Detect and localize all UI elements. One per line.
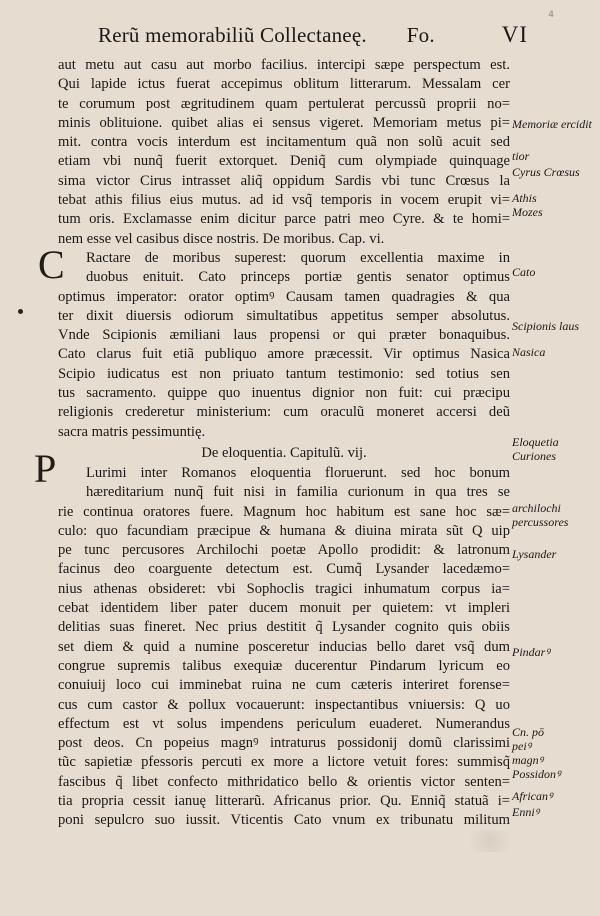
text-line: culo: quo facundiam præcipue & humana & diuina mirata sũt Q uip xyxy=(58,522,510,539)
text-line: ter dixit diuersis odiorum simultatibus appetitus semper absolutus. xyxy=(58,307,510,324)
text-line: conuiuij loco cui imminebat ruina ne cum cæteris interiret forense= xyxy=(58,677,510,694)
margin-note-nasica: Nasica xyxy=(512,345,546,359)
text-line: sacra matris pessimuntię. xyxy=(58,423,206,440)
drop-cap-p: P xyxy=(34,446,57,491)
margin-note-athis: Athis xyxy=(512,191,537,205)
text-line: aut metu aut casu aut morbo facilius. intercipi sæpe perspectum est. xyxy=(58,57,510,73)
margin-note-cato: Cato xyxy=(512,265,536,279)
body-text xyxy=(58,56,510,831)
text-line: cebat identidem liber pater ducem monuit per quietem: vt impleri xyxy=(58,600,510,617)
text-line: poni sepulcro suo iussit. Vticentis Cato vnum ex tribunatu militum xyxy=(58,812,510,829)
margin-note-memoria: Memoriæ ercidit xyxy=(512,117,592,131)
margin-note-curiones: Curiones xyxy=(512,449,557,463)
text-line: mit. contra vocis interdum est incitamentum quã non solũ acuit sed xyxy=(58,134,510,151)
section-heading-moribus: nem esse vel casibus disce nostris. De moribus. Cap. vi. xyxy=(58,230,385,247)
running-header xyxy=(98,22,528,54)
text-line: congrue supremis talibus exequiæ ducerentur Pindarum lyricum eo xyxy=(58,657,510,674)
text-line: etiam vbi nunq̃ fuerit extorquet. Deniq̃ cum olympiade quinquage xyxy=(58,153,510,170)
text-line: nius athenas obsideret: vbi Sophoclis tragici inhumatum corpus ia= xyxy=(58,580,510,597)
margin-note-tior: tior xyxy=(512,149,530,163)
text-line: facinus deo coarguente detectum est. Cumq̃ Lysander lacedæmo= xyxy=(58,561,510,578)
text-line: cus cum castor & pollux vocauerunt: inspectantibus vniuersis: Q uo xyxy=(58,696,510,713)
text-line: Scipio iudicatus est non priuato tantum testimonio: sed totius sen xyxy=(58,365,510,382)
header-folio-label: Fo. xyxy=(406,23,435,47)
margin-note-cn-pompeius: Cn. pō xyxy=(512,725,545,739)
text-line: set diem & quid a numine posceretur inducias bello daret vsq̃ dum xyxy=(58,638,510,655)
margin-note-eloquentia: Eloquetia xyxy=(512,435,559,449)
margin-note-archilochi: archilochi xyxy=(512,501,561,515)
text-line: pe tunc percusores Archilochi poetæ Apollo prodidit: & latronum xyxy=(58,542,510,559)
text-line: optimus imperator: orator optimꝰ Causam tamen quadragies & qua xyxy=(58,288,510,305)
margin-note-lysander: Lysander xyxy=(512,547,557,561)
text-line: tia propria cessit ianuę litterarũ. Africanus prior. Qu. Enniq̃ statuã i= xyxy=(58,792,510,809)
ink-smudge xyxy=(470,830,510,852)
folio-pencil-mark: 4 xyxy=(548,10,554,20)
margin-note-magnus: magnꝰ xyxy=(512,753,544,767)
text-line: Vnde Scipionis æmiliani laus propensi or qui præter bonaquibus. xyxy=(58,327,510,344)
text-line: fascibus q̃ libet confecto mithridatico bello & orientis victor senten= xyxy=(58,773,510,790)
text-line: effectum est vt solus impendens periculum euaderet. Numerandus xyxy=(58,715,510,732)
text-line: Cato clarus fuit etiã publiquo amore præcessit. Vir optimus Nasica xyxy=(58,346,510,363)
header-title: Rerũ memorabiliũ Collectaneę. xyxy=(98,23,367,47)
margin-note-peius: peiꝰ xyxy=(512,739,532,753)
text-line: tebat athis filius eius mutus. ad id vsq̃ temporis in vocem erupit vi= xyxy=(58,192,510,209)
text-line: Qui lapide ictus fuerat accepimus oblitum litterarum. Messalam cer xyxy=(58,76,510,93)
margin-note-pindarus: Pindarꝰ xyxy=(512,645,550,659)
margin-note-cyrus: Cyrus Crœsus xyxy=(512,165,580,179)
margin-dot xyxy=(18,309,23,314)
text-line: Lurimi inter Romanos eloquentia floruerunt. sed hoc bonum xyxy=(86,464,510,481)
margin-note-possidonius: Possidonꝰ xyxy=(512,767,561,781)
margin-note-mozes: Mozes xyxy=(512,205,543,219)
text-line: sima victor Cirus intrasset aliq̃ oppidum Sardis vbi tunc Crœsus la xyxy=(58,172,510,189)
text-line: religionis crederetur ministerium: cum oraculũ moneret accersi deũ xyxy=(58,404,510,421)
margin-note-africanus: Africanꝰ xyxy=(512,789,553,803)
text-line: rie continua oratores fuere. Magnum hoc habitum est sane hoc sæ= xyxy=(58,503,510,520)
margin-note-scipionis: Scipionis laus xyxy=(512,319,580,333)
margin-note-percussores: percussores xyxy=(512,515,569,529)
text-line: duobus enituit. Cato princeps portiæ gentis senator optimus xyxy=(86,269,510,286)
text-line: tũc sapietiæ pfessoris percuti ex more a lictore vetuit fores: summisq̃ xyxy=(58,754,510,771)
text-line: tus sacramento. quippe quo inuentus dignior non fuit: cui præcipu xyxy=(58,385,510,402)
text-line: hæreditarium nunq̃ fuit nisi in familia curionum in qua tres se xyxy=(86,484,510,501)
margin-note-ennius: Enniꝰ xyxy=(512,805,540,819)
text-line: minis oblituione. quibet alias ei sensus vigeret. Memoriam metus pi= xyxy=(58,114,510,131)
header-folio-number: VI xyxy=(501,22,528,47)
text-line: tum oris. Exclamasse enim dicitur parce patri meo Cyre. & te homi= xyxy=(58,211,510,228)
text-line: delitias suas fineret. Nec prius destitit q̃ Lysander cognito quis obiis xyxy=(58,619,510,636)
text-line: Ractare de moribus superest: quorum excellentia maxime in xyxy=(86,249,510,266)
text-line: te corumum post ægritudinem quam pertulerat percussũ proprii no= xyxy=(58,95,510,112)
text-line: post deos. Cn popeius magnꝰ intraturus possidonij domũ clarissimi xyxy=(58,735,510,752)
section-heading-eloquentia: De eloquentia. Capitulũ. vij. xyxy=(201,444,367,461)
drop-cap-t: C xyxy=(38,242,65,287)
